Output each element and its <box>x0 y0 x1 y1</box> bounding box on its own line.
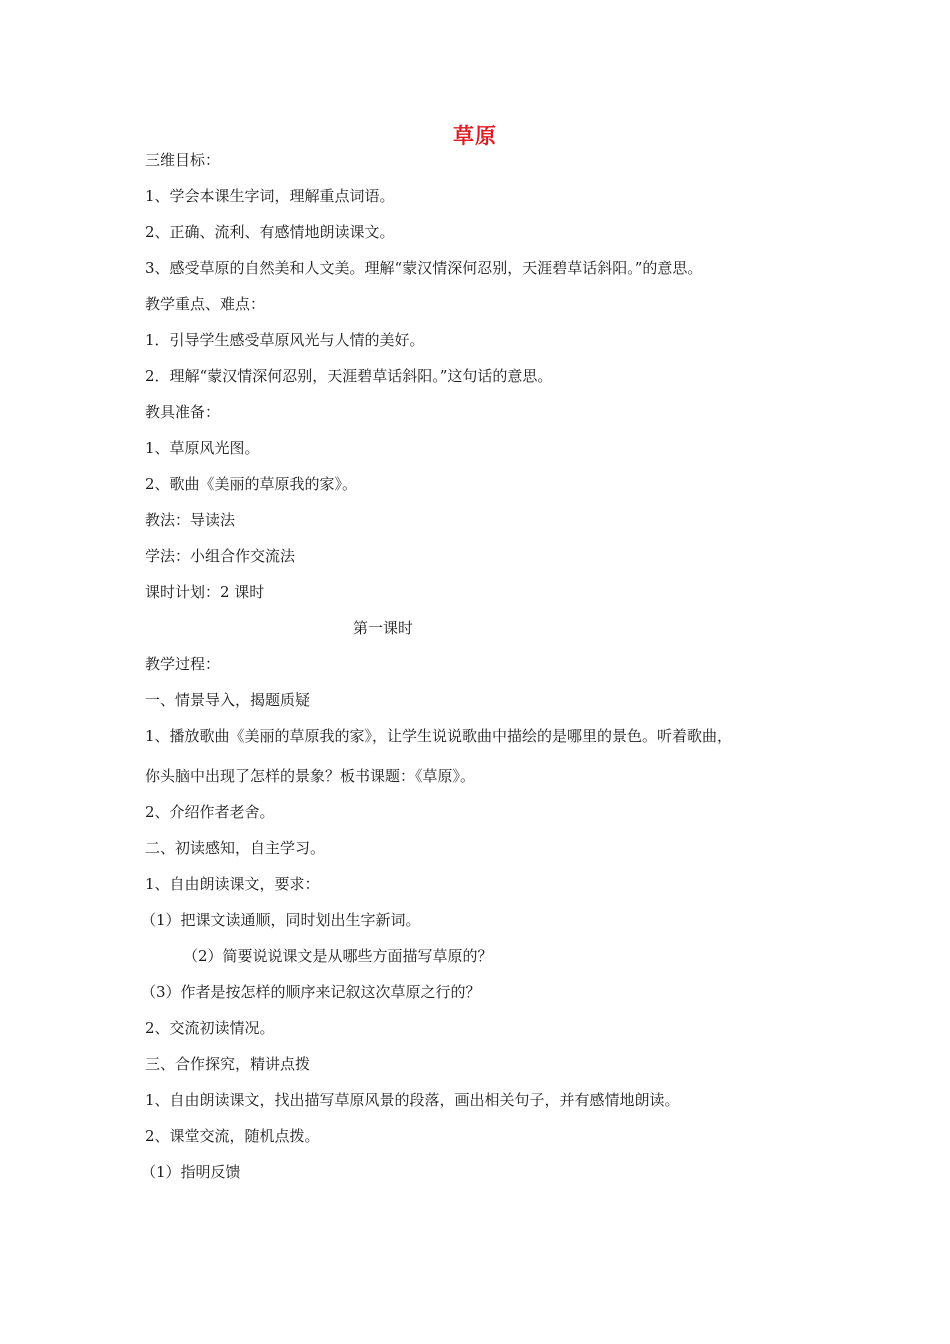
step-3-subitem-1: （1）指明反馈 <box>141 1163 241 1181</box>
step-2-subitem-1: （1）把课文读通顺，同时划出生字新词。 <box>141 911 421 929</box>
step-1-item-2: 2、介绍作者老舍。 <box>145 803 275 821</box>
objective-item-3: 3、感受草原的自然美和人文美。理解“蒙汉情深何忍别，天涯碧草话斜阳。”的意思。 <box>145 259 703 277</box>
material-item-2: 2、歌曲《美丽的草原我的家》。 <box>145 475 358 493</box>
section-heading-process: 教学过程： <box>145 655 221 673</box>
section-heading-key-points: 教学重点、难点： <box>145 295 266 313</box>
section-heading-materials: 教具准备： <box>145 403 221 421</box>
key-point-item-1: 1．引导学生感受草原风光与人情的美好。 <box>145 331 425 349</box>
step-heading-2: 二、初读感知，自主学习。 <box>145 839 326 857</box>
key-point-item-2: 2．理解“蒙汉情深何忍别，天涯碧草话斜阳。”这句话的意思。 <box>145 367 553 385</box>
step-heading-3: 三、合作探究，精讲点拨 <box>145 1055 311 1073</box>
document-body <box>141 150 835 1198</box>
step-heading-1: 一、情景导入，揭题质疑 <box>145 691 311 709</box>
step-1-item-1-line-2: 你头脑中出现了怎样的景象？板书课题：《草原》。 <box>145 767 476 785</box>
step-2-subitem-2: （2）简要说说课文是从哪些方面描写草原的？ <box>183 947 493 965</box>
step-2-item-1: 1、自由朗读课文，要求： <box>145 875 320 893</box>
lesson-plan: 课时计划：2 课时 <box>145 583 265 601</box>
learning-method: 学法：小组合作交流法 <box>145 547 296 565</box>
step-1-item-1-line-1: 1、播放歌曲《美丽的草原我的家》，让学生说说歌曲中描绘的是哪里的景色。听着歌曲， <box>145 727 733 745</box>
step-2-item-2: 2、交流初读情况。 <box>145 1019 275 1037</box>
material-item-1: 1、草原风光图。 <box>145 439 260 457</box>
step-3-item-1: 1、自由朗读课文，找出描写草原风景的段落，画出相关句子，并有感情地朗读。 <box>145 1091 680 1109</box>
lesson-heading: 第一课时 <box>353 619 414 637</box>
step-2-subitem-3: （3）作者是按怎样的顺序来记叙这次草原之行的？ <box>141 983 481 1001</box>
document-title: 草原 <box>453 124 497 148</box>
section-heading-objectives: 三维目标： <box>145 151 221 169</box>
objective-item-2: 2、正确、流利、有感情地朗读课文。 <box>145 223 395 241</box>
step-3-item-2: 2、课堂交流，随机点拨。 <box>145 1127 320 1145</box>
teaching-method: 教法：导读法 <box>145 511 236 529</box>
objective-item-1: 1、学会本课生字词，理解重点词语。 <box>145 187 395 205</box>
